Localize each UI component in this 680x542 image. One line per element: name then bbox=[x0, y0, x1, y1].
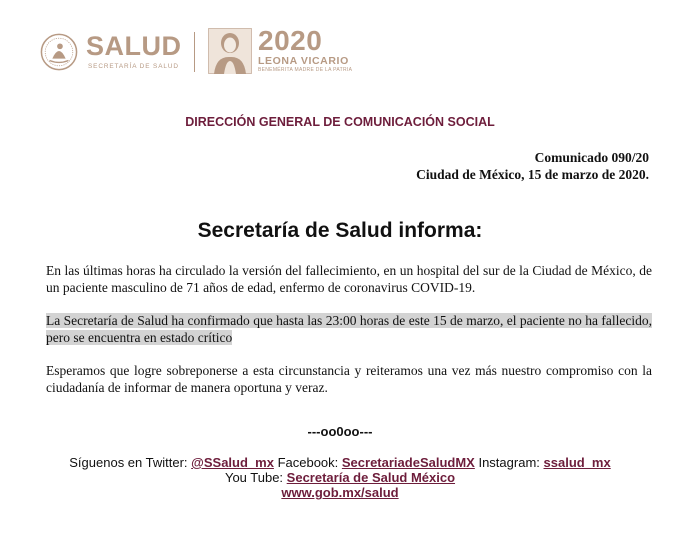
paragraph-3: Esperamos que logre sobreponerse a esta circunstancia y reiteramos una vez más nuestro compromiso con la ciudadanía de informar de manera oportuna y veraz. bbox=[46, 363, 652, 396]
year-2020-logo: 2020 bbox=[258, 25, 323, 56]
paragraph-1: En las últimas horas ha circulado la versión del fallecimiento, en un hospital del sur de la Ciudad de México, de un paciente masculino de 71 años de edad, enfermo de coronavirus COVID-19. bbox=[46, 263, 652, 296]
leona-vicario-subtitle: BENEMÉRITA MADRE DE LA PATRIA bbox=[258, 67, 353, 73]
youtube-label: You Tube: bbox=[224, 470, 284, 485]
highlighted-text: La Secretaría de Salud ha confirmado que hasta las 23:00 horas de este 15 de marzo, el paciente no ha fallecido, pero se encuentra en estado crítico bbox=[46, 313, 652, 346]
twitter-label: Síguenos en Twitter: bbox=[69, 455, 188, 470]
comunicado-number: Comunicado 090/20 bbox=[534, 150, 649, 165]
leona-vicario-portrait-icon bbox=[208, 28, 252, 74]
place-date: Ciudad de México, 15 de marzo de 2020. bbox=[416, 167, 649, 182]
instagram-label: Instagram: bbox=[478, 455, 540, 470]
headline: Secretaría de Salud informa: bbox=[197, 219, 483, 242]
paragraph-2 bbox=[46, 312, 652, 346]
facebook-link[interactable]: SecretariadeSaludMX bbox=[341, 455, 475, 470]
social-line-2 bbox=[0, 470, 680, 485]
instagram-link[interactable]: ssalud_mx bbox=[543, 455, 611, 470]
facebook-label: Facebook: bbox=[277, 455, 339, 470]
leona-vicario-logo: LEONA VICARIO bbox=[258, 55, 349, 67]
header-divider bbox=[194, 32, 195, 72]
separator: ---oo0oo--- bbox=[307, 424, 373, 439]
youtube-link[interactable]: Secretaría de Salud México bbox=[286, 470, 456, 485]
salud-logo: SALUD bbox=[86, 31, 182, 61]
mexico-coat-of-arms-icon bbox=[40, 33, 78, 71]
social-line-1 bbox=[0, 455, 680, 470]
website-link[interactable]: www.gob.mx/salud bbox=[281, 485, 399, 500]
office-title: DIRECCIÓN GENERAL DE COMUNICACIÓN SOCIAL bbox=[185, 115, 495, 129]
twitter-link[interactable]: @SSalud_mx bbox=[191, 455, 274, 470]
salud-logo-subtitle: SECRETARÍA DE SALUD bbox=[88, 63, 179, 70]
website-line bbox=[0, 485, 680, 500]
